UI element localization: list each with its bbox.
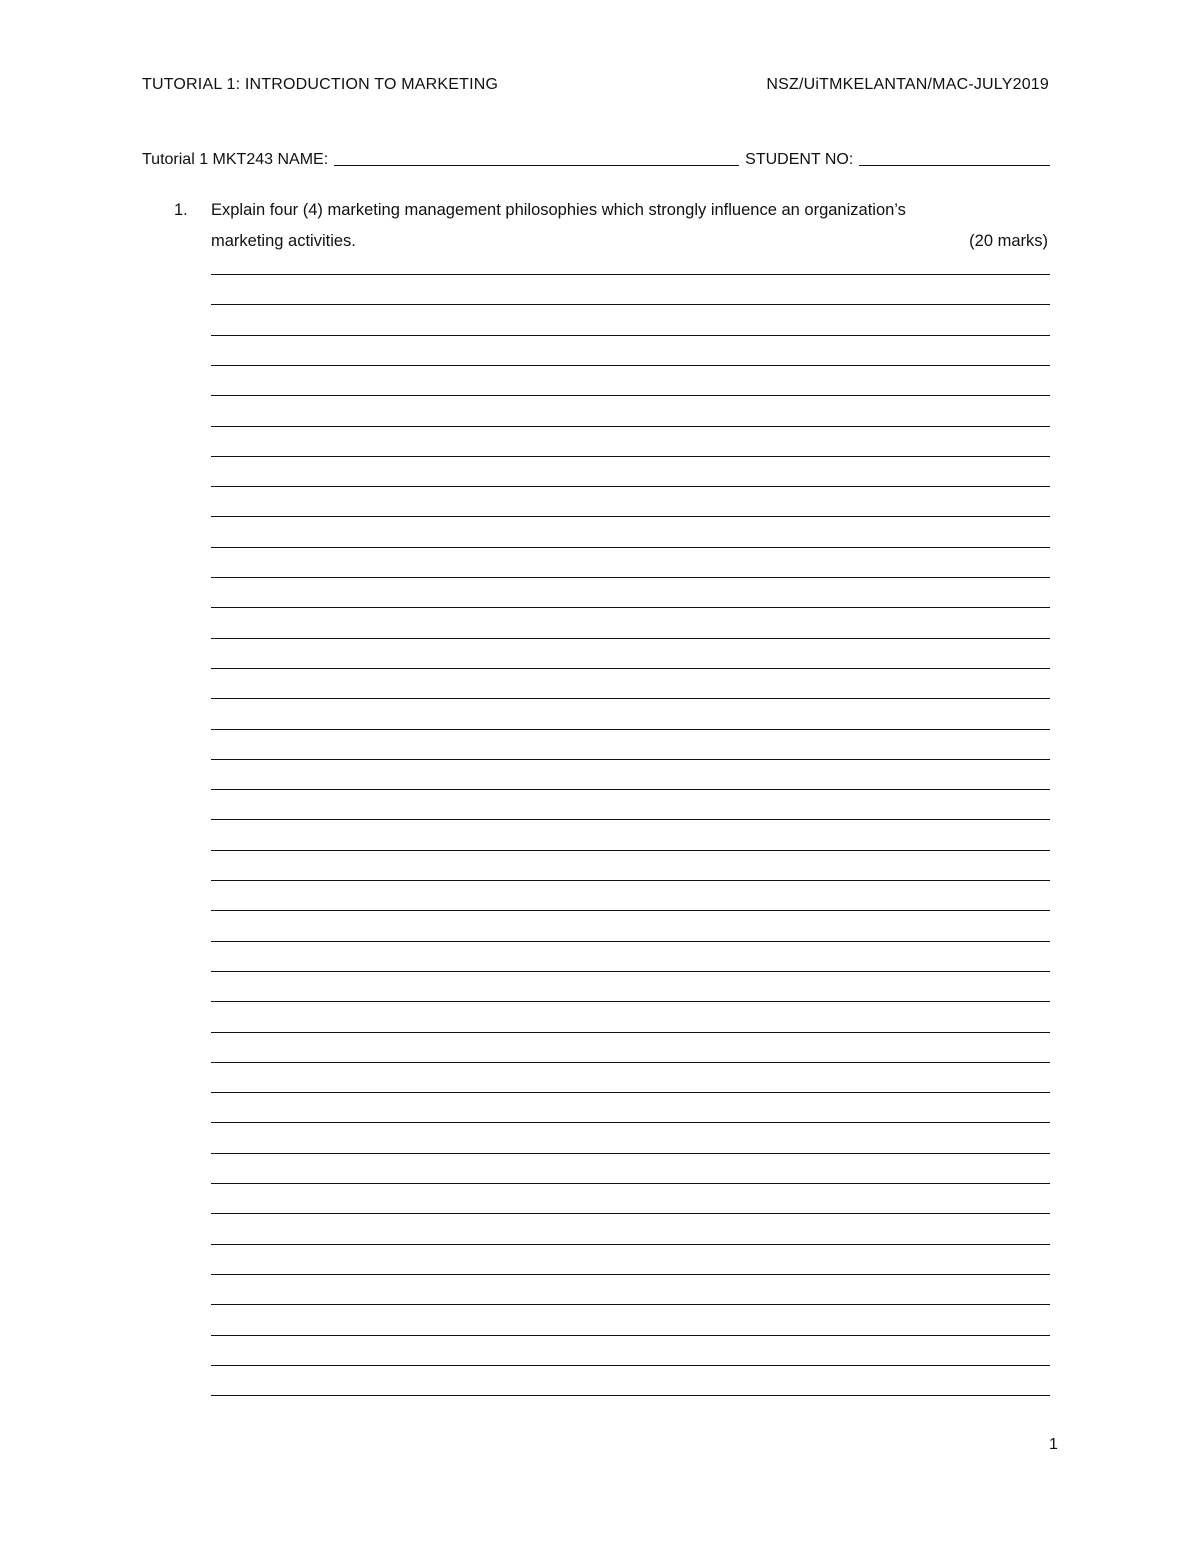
answer-line[interactable] (211, 335, 1050, 336)
answer-line[interactable] (211, 910, 1050, 911)
student-no-label: STUDENT NO: (745, 151, 854, 168)
page-number: 1 (1049, 1436, 1058, 1453)
answer-line[interactable] (211, 789, 1050, 790)
name-label: Tutorial 1 MKT243 NAME: (142, 151, 329, 168)
answer-line[interactable] (211, 607, 1050, 608)
answer-line[interactable] (211, 729, 1050, 730)
answer-line[interactable] (211, 304, 1050, 305)
answer-line[interactable] (211, 1274, 1050, 1275)
answer-line[interactable] (211, 1395, 1050, 1396)
answer-line[interactable] (211, 395, 1050, 396)
answer-line[interactable] (211, 1335, 1050, 1336)
header-code: NSZ/UiTMKELANTAN/MAC-JULY2019 (766, 76, 1049, 93)
answer-line[interactable] (211, 456, 1050, 457)
answer-line[interactable] (211, 1062, 1050, 1063)
answer-line[interactable] (211, 1365, 1050, 1366)
question-marks: (20 marks) (969, 232, 1048, 250)
answer-line[interactable] (211, 668, 1050, 669)
answer-line[interactable] (211, 1153, 1050, 1154)
answer-area[interactable] (211, 274, 1050, 1404)
question-text-line-2: marketing activities. (211, 232, 356, 250)
answer-line[interactable] (211, 759, 1050, 760)
question-number: 1. (174, 201, 188, 219)
answer-line[interactable] (211, 1092, 1050, 1093)
answer-line[interactable] (211, 1001, 1050, 1002)
question-text-line-2-row (211, 226, 1048, 257)
student-info-row (142, 145, 1050, 169)
answer-line[interactable] (211, 486, 1050, 487)
answer-line[interactable] (211, 1304, 1050, 1305)
question-text-line-1: Explain four (4) marketing management philosophies which strongly influence an organization’s (211, 201, 906, 219)
answer-line[interactable] (211, 274, 1050, 275)
answer-line[interactable] (211, 638, 1050, 639)
answer-line[interactable] (211, 1032, 1050, 1033)
answer-line[interactable] (211, 698, 1050, 699)
answer-line[interactable] (211, 516, 1050, 517)
name-field[interactable] (334, 149, 739, 166)
student-no-field[interactable] (859, 149, 1050, 166)
answer-line[interactable] (211, 426, 1050, 427)
answer-line[interactable] (211, 1244, 1050, 1245)
answer-line[interactable] (211, 971, 1050, 972)
answer-line[interactable] (211, 577, 1050, 578)
header-title: TUTORIAL 1: INTRODUCTION TO MARKETING (142, 76, 499, 93)
answer-line[interactable] (211, 1213, 1050, 1214)
answer-line[interactable] (211, 547, 1050, 548)
answer-line[interactable] (211, 819, 1050, 820)
answer-line[interactable] (211, 850, 1050, 851)
answer-line[interactable] (211, 941, 1050, 942)
answer-line[interactable] (211, 1122, 1050, 1123)
answer-line[interactable] (211, 1183, 1050, 1184)
answer-line[interactable] (211, 880, 1050, 881)
answer-line[interactable] (211, 365, 1050, 366)
